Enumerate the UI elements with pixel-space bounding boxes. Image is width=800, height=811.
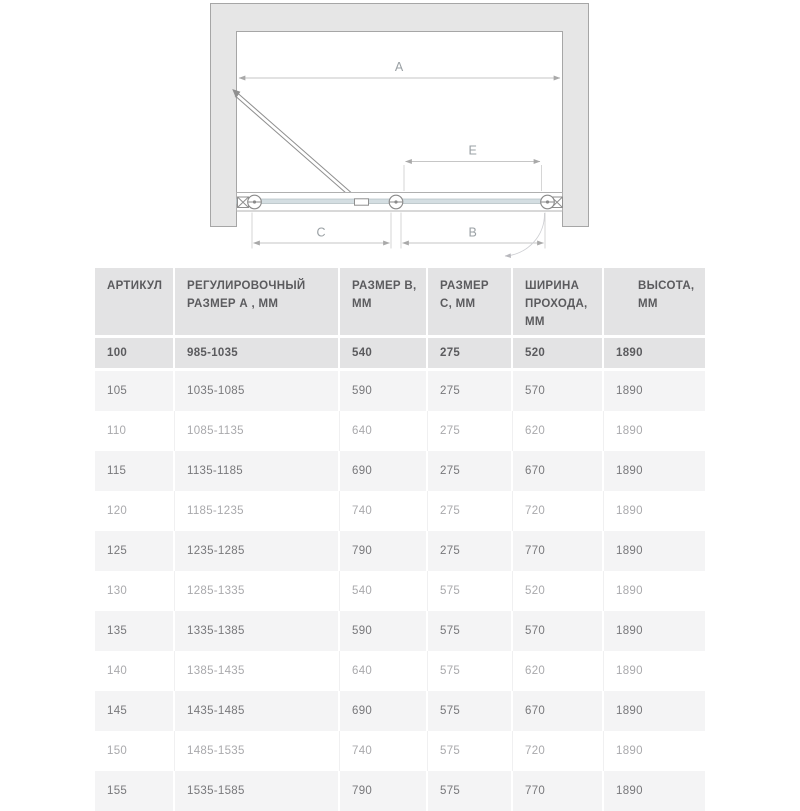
header-size-c: РАЗМЕР C, ММ [428, 268, 513, 338]
table-cell: 1185-1235 [175, 491, 340, 531]
header-adjust-size-a: РЕГУЛИРОВОЧНЫЙ РАЗМЕР А , ММ [175, 268, 340, 338]
table-cell: 720 [513, 491, 604, 531]
table-cell: 105 [95, 371, 175, 411]
table-cell: 135 [95, 611, 175, 651]
table-cell: 1235-1285 [175, 531, 340, 571]
table-cell: 640 [340, 411, 428, 451]
door-panel-open [235, 93, 355, 198]
table-cell: 520 [513, 571, 604, 611]
table-cell: 1085-1135 [175, 411, 340, 451]
table-header-row [95, 268, 705, 338]
table-cell: 1335-1385 [175, 611, 340, 651]
table-cell: 100 [95, 338, 175, 371]
table-row [95, 411, 705, 451]
dim-label-c: C [316, 225, 326, 240]
table-row [95, 338, 705, 371]
table-row [95, 531, 705, 571]
table-cell: 1135-1185 [175, 451, 340, 491]
table-cell: 1890 [604, 771, 705, 811]
door-scheme-svg [0, 0, 800, 263]
dimension-a [239, 60, 560, 78]
table-cell: 1285-1335 [175, 571, 340, 611]
table-cell: 520 [513, 338, 604, 371]
table-cell: 740 [340, 491, 428, 531]
table-cell: 690 [340, 451, 428, 491]
table-cell: 1890 [604, 531, 705, 571]
table-row [95, 491, 705, 531]
roller-middle [389, 195, 403, 209]
table-header [95, 268, 705, 338]
dim-label-b: B [468, 225, 477, 240]
table-cell: 575 [428, 611, 513, 651]
table-cell: 1890 [604, 651, 705, 691]
table-cell: 275 [428, 451, 513, 491]
table-cell: 1535-1585 [175, 771, 340, 811]
table-cell: 570 [513, 611, 604, 651]
table-cell: 1890 [604, 371, 705, 411]
table-row [95, 451, 705, 491]
door-scheme-diagram [0, 0, 800, 263]
header-passage-width: ШИРИНА ПРОХОДА, ММ [513, 268, 604, 338]
table-cell: 275 [428, 371, 513, 411]
table-cell: 575 [428, 771, 513, 811]
table-row [95, 771, 705, 811]
table-cell: 740 [340, 731, 428, 771]
dimension-e [404, 144, 542, 192]
table-cell: 275 [428, 411, 513, 451]
table-cell: 1890 [604, 411, 705, 451]
dimension-b [401, 213, 545, 249]
table-row [95, 571, 705, 611]
header-article: АРТИКУЛ [95, 268, 175, 338]
table-cell: 125 [95, 531, 175, 571]
table-cell: 575 [428, 571, 513, 611]
table-cell: 620 [513, 651, 604, 691]
table-cell: 1890 [604, 451, 705, 491]
table-cell: 275 [428, 338, 513, 371]
table-cell: 670 [513, 451, 604, 491]
table-row [95, 651, 705, 691]
table-cell: 690 [340, 691, 428, 731]
table-body [95, 338, 705, 811]
table-cell: 790 [340, 531, 428, 571]
table-cell: 130 [95, 571, 175, 611]
table-cell: 575 [428, 691, 513, 731]
table-cell: 790 [340, 771, 428, 811]
table-cell: 575 [428, 731, 513, 771]
table-cell: 620 [513, 411, 604, 451]
table-cell: 540 [340, 571, 428, 611]
roller-left [248, 195, 262, 209]
table-cell: 1890 [604, 611, 705, 651]
dim-label-e: E [468, 143, 477, 158]
table-cell: 720 [513, 731, 604, 771]
table-cell: 770 [513, 771, 604, 811]
table-cell: 145 [95, 691, 175, 731]
size-spec-table [95, 268, 705, 811]
table-cell: 275 [428, 531, 513, 571]
table-cell: 640 [340, 651, 428, 691]
table-cell: 590 [340, 371, 428, 411]
table-cell: 1890 [604, 571, 705, 611]
dimension-c [252, 213, 391, 249]
header-size-b: РАЗМЕР B, ММ [340, 268, 428, 338]
table-cell: 1890 [604, 491, 705, 531]
dim-label-a: A [394, 60, 404, 74]
table-cell: 1385-1435 [175, 651, 340, 691]
table-row [95, 611, 705, 651]
table-cell: 770 [513, 531, 604, 571]
table-cell: 575 [428, 651, 513, 691]
table-cell: 1435-1485 [175, 691, 340, 731]
roller-right [541, 195, 555, 209]
table-row [95, 691, 705, 731]
table-cell: 985-1035 [175, 338, 340, 371]
table-cell: 150 [95, 731, 175, 771]
table-cell: 110 [95, 411, 175, 451]
table-cell: 670 [513, 691, 604, 731]
table-cell: 1890 [604, 691, 705, 731]
table-cell: 1890 [604, 338, 705, 371]
table-cell: 1035-1085 [175, 371, 340, 411]
table-cell: 540 [340, 338, 428, 371]
table-cell: 590 [340, 611, 428, 651]
table-cell: 1485-1535 [175, 731, 340, 771]
table-cell: 140 [95, 651, 175, 691]
table-cell: 155 [95, 771, 175, 811]
table-row [95, 371, 705, 411]
table-cell: 115 [95, 451, 175, 491]
pivot-block [355, 199, 369, 205]
table-cell: 570 [513, 371, 604, 411]
left-wall-bracket [238, 197, 249, 208]
header-height: ВЫСОТА, ММ [604, 268, 705, 338]
table-row [95, 731, 705, 771]
table-cell: 120 [95, 491, 175, 531]
table-cell: 275 [428, 491, 513, 531]
table-cell: 1890 [604, 731, 705, 771]
door-swing-arc [505, 213, 545, 256]
